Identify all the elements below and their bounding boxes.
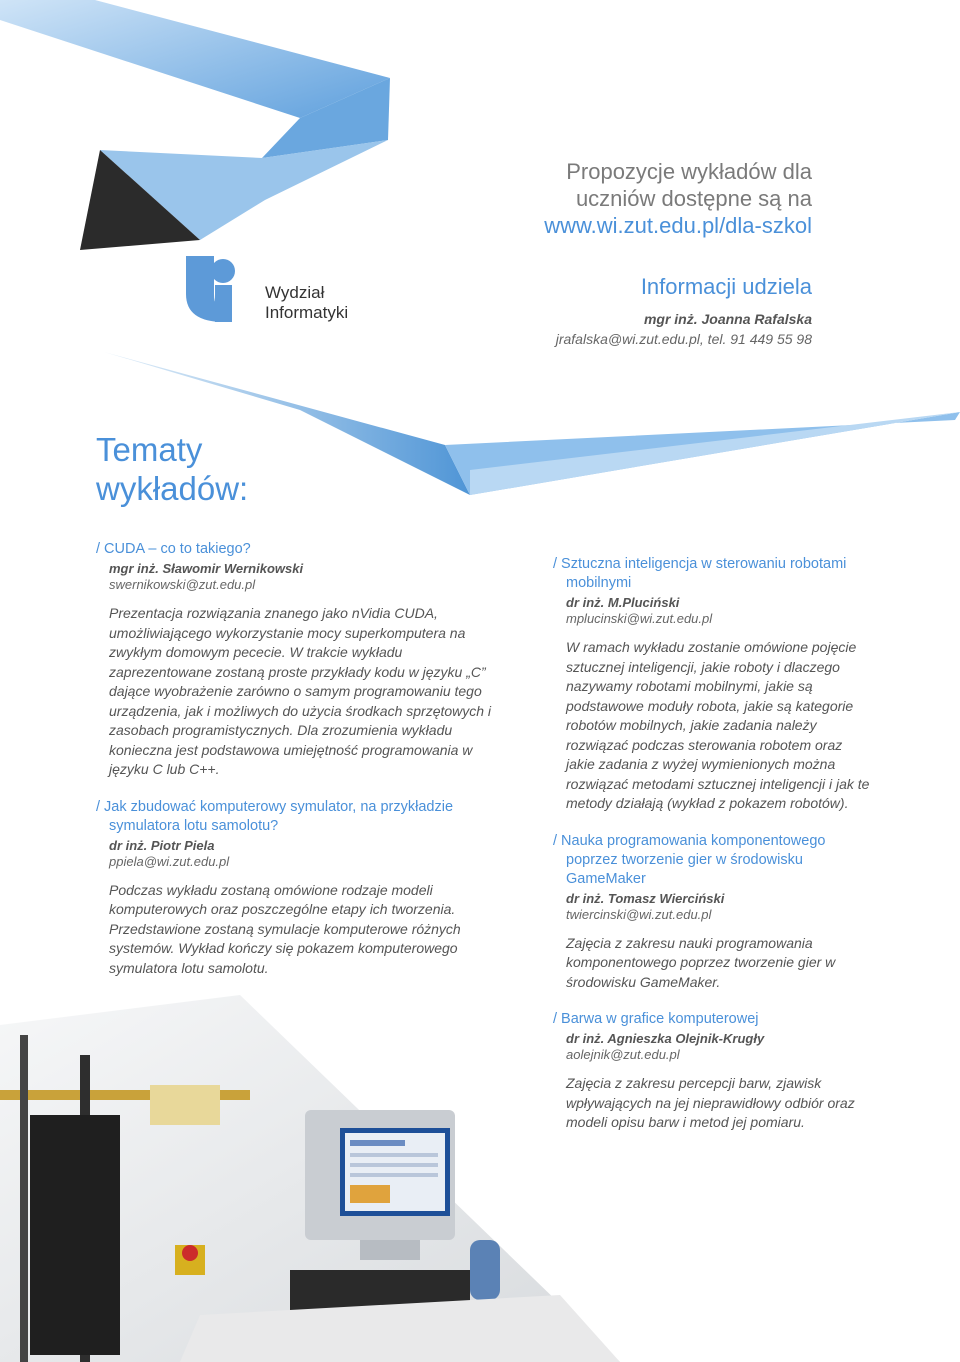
intro-text bbox=[432, 158, 812, 239]
topic-author: dr inż. Piotr Piela bbox=[109, 837, 215, 853]
contact-info: jrafalska@wi.zut.edu.pl, tel. 91 449 55 98 bbox=[555, 331, 812, 347]
topic-email[interactable]: aolejnik@zut.edu.pl bbox=[566, 1047, 680, 1062]
topic-email[interactable]: ppiela@wi.zut.edu.pl bbox=[109, 853, 230, 869]
topic-author: dr inż. Agnieszka Olejnik-Krugły bbox=[566, 1031, 765, 1046]
topic-email[interactable]: twiercinski@wi.zut.edu.pl bbox=[566, 906, 712, 922]
topic-author: dr inż. Tomasz Wierciński bbox=[566, 890, 725, 906]
topic-email[interactable]: mplucinski@wi.zut.edu.pl bbox=[566, 611, 713, 626]
topic-description: Zajęcia z zakresu percepcji barw, zjawisk wpływających na jej nieprawidłowy odbiór oraz modeli opisu barw i metod jej pomiaru. bbox=[566, 1075, 855, 1130]
topic-title: / Sztuczna inteligencja w sterowaniu robotami mobilnymi bbox=[553, 556, 847, 591]
faculty-name bbox=[265, 283, 348, 323]
intro-line-2: uczniów dostępne są na bbox=[575, 186, 812, 211]
intro-url-link[interactable]: www.wi.zut.edu.pl/dla-szkol bbox=[544, 213, 812, 238]
topic-description: Podczas wykładu zostaną omówione rodzaje modeli komputerowych oraz poszczególne etapy ich tworzenia. Przedstawione zostaną symulacje komputerowe różnych systemów. Wykład kończy się pokazem komputerowego symulatora lotu samolotu. bbox=[109, 881, 461, 976]
intro-line-1: Propozycje wykładów dla bbox=[566, 159, 812, 184]
topic-flight-simulator bbox=[96, 798, 506, 979]
topic-author: dr inż. M.Pluciński bbox=[566, 595, 680, 610]
lab-computer-photo bbox=[0, 995, 620, 1362]
contact-heading: Informacji udziela bbox=[640, 274, 812, 299]
topic-description: W ramach wykładu zostanie omówione pojęcie sztucznej inteligencji, jakie roboty i dlaczego nazywamy robotami mobilnymi, jakie są podstawowe moduły robota, jakie są kategorie robotów mobilnych, jakie zadania należy rozwiązać podczas sterowania robotem oraz jakie zadania z wyżej wymienionych można rozwiązać metodami sztucznej inteligencji i jak te metody działają (wykład z pokazem robotów). bbox=[566, 639, 870, 811]
section-title-line-1: Tematy bbox=[96, 431, 203, 468]
faculty-name-line-2: Informatyki bbox=[265, 303, 349, 322]
contact-name: mgr inż. Joanna Rafalska bbox=[643, 311, 812, 327]
topic-description: Prezentacja rozwiązania znanego jako nVidia CUDA, umożliwiającego wykorzystanie mocy superkomputera na zwykłym domowym pececie. W trakcie wykładu zaprezentowane zostaną proste przykłady kodu w języku „C” dające wyobrażenie zarówno o samym programowaniu tego urządzenia, jak i możliwych do użycia środkach sprzętowych i zasobach programistycznych. Dla zrozumienia wykładu konieczna jest podstawowa umiejętność programowania w języku C lub C++. bbox=[109, 605, 492, 777]
topic-author: mgr inż. Sławomir Wernikowski bbox=[109, 561, 304, 576]
topic-title: / Nauka programowania komponentowego poprzez tworzenie gier w środowisku GameMaker bbox=[553, 832, 826, 887]
faculty-name-line-1: Wydział bbox=[265, 283, 325, 302]
topic-title: / Jak zbudować komputerowy symulator, na przykładzie symulatora lotu samolotu? bbox=[96, 798, 454, 834]
topic-gamemaker bbox=[553, 832, 873, 993]
topic-description: Zajęcia z zakresu nauki programowania komponentowego poprzez tworzenie gier w środowisku GameMaker. bbox=[566, 934, 836, 990]
section-title-line-2: wykładów: bbox=[96, 470, 249, 507]
topic-title: / CUDA – co to takiego? bbox=[96, 541, 251, 557]
topic-email[interactable]: swernikowski@zut.edu.pl bbox=[109, 577, 256, 592]
topics-left-column bbox=[96, 540, 506, 996]
topic-ai-robots bbox=[553, 555, 873, 814]
topic-title: / Barwa w grafice komputerowej bbox=[553, 1011, 759, 1027]
contact-block bbox=[432, 273, 812, 347]
section-title bbox=[96, 430, 248, 508]
topic-cuda bbox=[96, 540, 506, 780]
